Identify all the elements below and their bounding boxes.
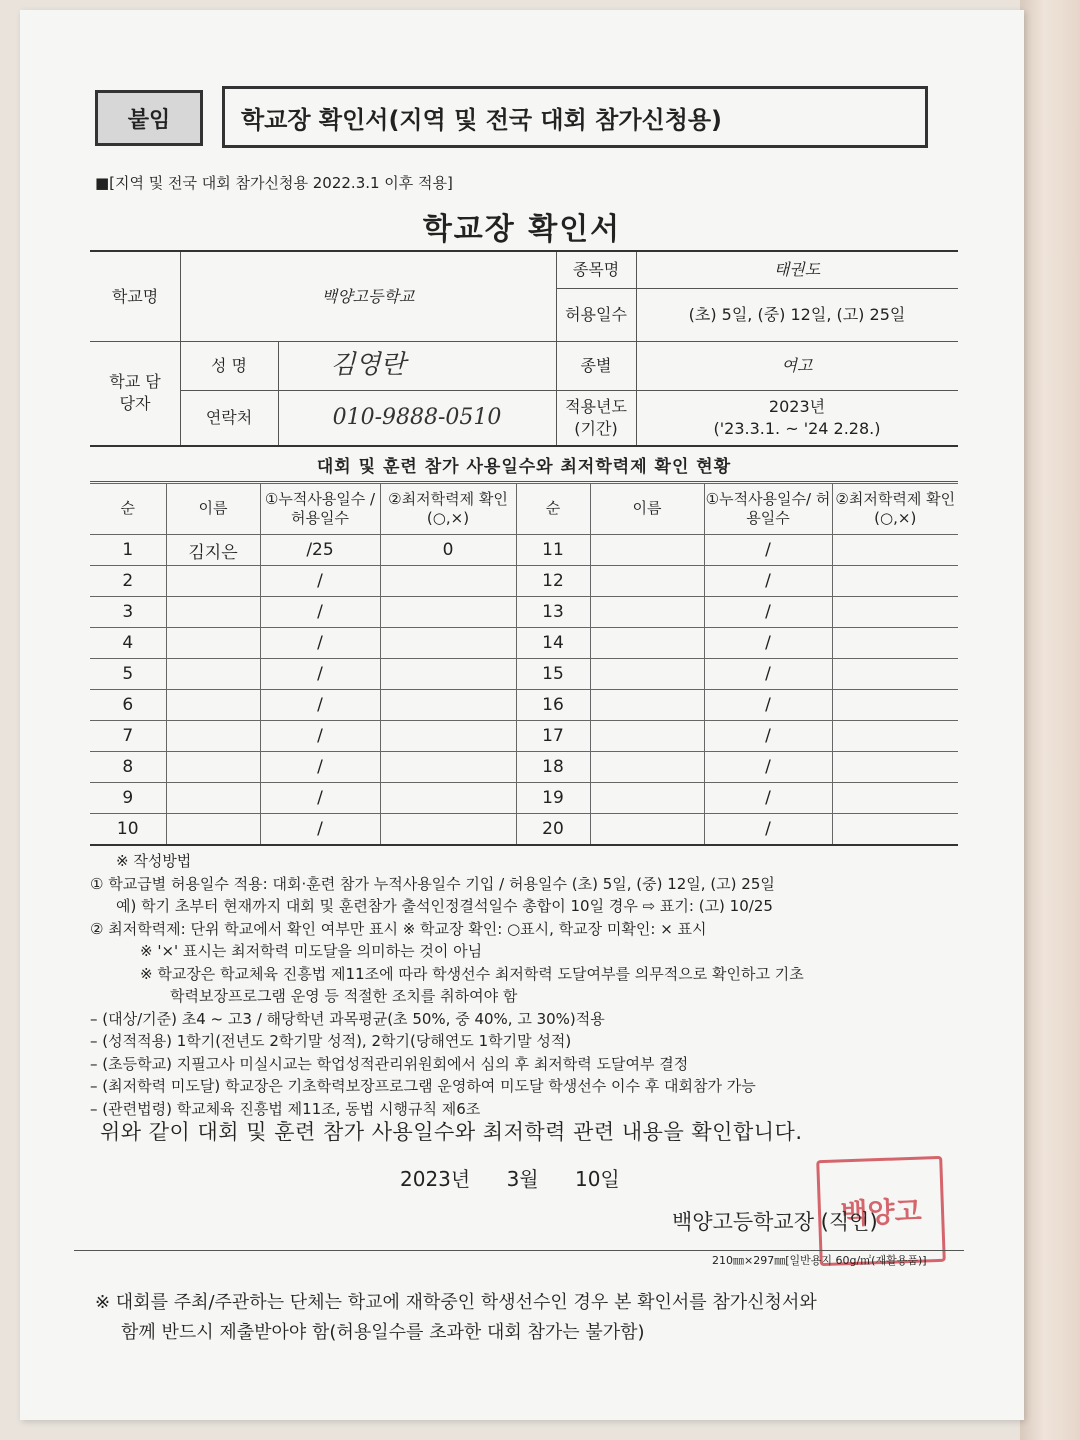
row-name-right bbox=[590, 814, 704, 846]
row-number-right: 17 bbox=[516, 721, 590, 752]
bottom-note bbox=[95, 1288, 817, 1348]
row-check-right bbox=[832, 659, 958, 690]
row-name bbox=[166, 783, 260, 814]
background-edge bbox=[1020, 0, 1080, 1440]
row-name bbox=[166, 659, 260, 690]
header-num: 순 bbox=[90, 484, 166, 535]
roster-table bbox=[90, 483, 958, 846]
applicability-note: ■[지역 및 전국 대회 참가신청용 2022.3.1 이후 적용] bbox=[95, 174, 453, 192]
row-name bbox=[166, 721, 260, 752]
row-name bbox=[166, 690, 260, 721]
row-check-right bbox=[832, 783, 958, 814]
instr-line: ① 학교급별 허용일수 적용: 대회·훈련 참가 누적사용일수 기입 / 허용일수 (초) 5일, (중) 12일, (고) 25일 bbox=[90, 874, 775, 893]
footer-divider bbox=[74, 1250, 964, 1251]
row-number-right: 19 bbox=[516, 783, 590, 814]
row-days: / bbox=[260, 659, 380, 690]
row-number: 9 bbox=[90, 783, 166, 814]
school-name-value: 백양고등학교 bbox=[321, 286, 415, 306]
person-name-label: 성 명 bbox=[211, 355, 247, 375]
row-days: / bbox=[260, 597, 380, 628]
row-number-right: 13 bbox=[516, 597, 590, 628]
sport-label: 종목명 bbox=[572, 260, 620, 280]
bottom-note-line: ※ 대회를 주최/주관하는 단체는 학교에 재학중인 학생선수인 경우 본 확인서를 참가신청서와 bbox=[95, 1292, 817, 1313]
row-name bbox=[166, 814, 260, 846]
table-row bbox=[90, 628, 958, 659]
contact-value: 010-9888-0510 bbox=[332, 404, 502, 430]
row-name-right bbox=[590, 597, 704, 628]
row-name bbox=[166, 597, 260, 628]
row-name-right bbox=[590, 659, 704, 690]
instr-line: 학력보장프로그램 운영 등 적절한 조치를 취하여야 함 bbox=[170, 987, 518, 1005]
table-row bbox=[90, 814, 958, 846]
confirmation-statement: 위와 같이 대회 및 훈련 참가 사용일수와 최저학력 관련 내용을 확인합니다. bbox=[100, 1120, 803, 1144]
confirmation-date: 2023년 3월 10일 bbox=[400, 1167, 620, 1191]
header-check: ②최저학력제 확인(○,×) bbox=[380, 484, 516, 535]
row-number: 5 bbox=[90, 659, 166, 690]
table-row bbox=[90, 597, 958, 628]
row-number-right: 20 bbox=[516, 814, 590, 846]
category-label: 종별 bbox=[580, 355, 612, 375]
instr-line: – (최저학력 미도달) 학교장은 기초학력보장프로그램 운영하여 미도달 학생선수 이수 후 대회참가 가능 bbox=[90, 1077, 756, 1095]
row-number-right: 11 bbox=[516, 535, 590, 566]
instr-line: ② 최저학력제: 단위 학교에서 확인 여부만 표시 ※ 학교장 확인: ○표시, 학교장 미확인: × 표시 bbox=[90, 919, 707, 938]
row-days-right: / bbox=[704, 535, 832, 566]
row-number: 7 bbox=[90, 721, 166, 752]
row-name bbox=[166, 566, 260, 597]
row-check bbox=[380, 690, 516, 721]
row-check bbox=[380, 597, 516, 628]
contact-label: 연락처 bbox=[205, 407, 253, 427]
row-days-right: / bbox=[704, 783, 832, 814]
row-number-right: 14 bbox=[516, 628, 590, 659]
person-name-value: 김영란 bbox=[330, 349, 406, 380]
row-check-right bbox=[832, 752, 958, 783]
row-number-right: 12 bbox=[516, 566, 590, 597]
row-check bbox=[380, 783, 516, 814]
row-name-right bbox=[590, 783, 704, 814]
row-number: 8 bbox=[90, 752, 166, 783]
manager-label: 학교 담당자 bbox=[109, 372, 161, 413]
row-days: / bbox=[260, 690, 380, 721]
instr-heading: ※ 작성방법 bbox=[116, 852, 192, 870]
roster-section-title: 대회 및 훈련 참가 사용일수와 최저학력제 확인 현황 bbox=[90, 447, 958, 482]
instr-line: 예) 학기 초부터 현재까지 대회 및 훈련참가 출석인정결석일수 총합이 10일 경우 ⇨ 표기: (고) 10/25 bbox=[116, 897, 773, 915]
bottom-note-line: 함께 반드시 제출받아야 함(허용일수를 초과한 대회 참가는 불가함) bbox=[121, 1322, 645, 1343]
instr-line: ※ '×' 표시는 최저학력 미도달을 의미하는 것이 아님 bbox=[140, 942, 483, 960]
row-number: 6 bbox=[90, 690, 166, 721]
header-title: 학교장 확인서(지역 및 전국 대회 참가신청용) bbox=[222, 86, 928, 148]
paper-spec: 210㎜×297㎜[일반용지 60g/㎡(재활용품)] bbox=[712, 1254, 927, 1267]
allowed-days-label: 허용일수 bbox=[565, 304, 627, 324]
instr-line: – (대상/기준) 초4 ~ 고3 / 해당학년 과목평균(초 50%, 중 40%, 고 30%)적용 bbox=[90, 1009, 605, 1028]
roster-header-row bbox=[90, 484, 958, 535]
row-days-right: / bbox=[704, 566, 832, 597]
year-value: 2023년 bbox=[768, 397, 826, 417]
row-days-right: / bbox=[704, 721, 832, 752]
header-check-right: ②최저학력제 확인(○,×) bbox=[832, 484, 958, 535]
row-number: 2 bbox=[90, 566, 166, 597]
instr-line: – (성적적용) 1학기(전년도 2학기말 성적), 2학기(당해연도 1학기말 성적) bbox=[90, 1032, 572, 1050]
row-name bbox=[166, 628, 260, 659]
table-row bbox=[90, 535, 958, 566]
attachment-badge: 붙임 bbox=[95, 90, 203, 146]
row-name-right bbox=[590, 628, 704, 659]
row-check-right bbox=[832, 628, 958, 659]
table-row bbox=[90, 566, 958, 597]
allowed-days-value: (초) 5일, (중) 12일, (고) 25일 bbox=[688, 304, 906, 324]
category-value: 여고 bbox=[781, 355, 813, 375]
row-number-right: 18 bbox=[516, 752, 590, 783]
row-number-right: 15 bbox=[516, 659, 590, 690]
signer: 백양고등학교장 (직인) bbox=[672, 1210, 878, 1234]
header-days: ①누적사용일수 /허용일수 bbox=[260, 484, 380, 535]
row-days-right: / bbox=[704, 628, 832, 659]
row-number: 3 bbox=[90, 597, 166, 628]
sport-value: 태권도 bbox=[773, 260, 821, 280]
row-check bbox=[380, 721, 516, 752]
instructions bbox=[90, 850, 970, 1120]
row-name-right bbox=[590, 690, 704, 721]
table-row bbox=[90, 659, 958, 690]
row-check-right bbox=[832, 690, 958, 721]
table-row bbox=[90, 690, 958, 721]
header-name-right: 이름 bbox=[590, 484, 704, 535]
row-check-right bbox=[832, 535, 958, 566]
row-number: 1 bbox=[90, 535, 166, 566]
row-name-right bbox=[590, 752, 704, 783]
row-days-right: / bbox=[704, 814, 832, 846]
row-days-right: / bbox=[704, 659, 832, 690]
row-days: / bbox=[260, 628, 380, 659]
table-row bbox=[90, 752, 958, 783]
official-seal: 백양고 bbox=[816, 1156, 946, 1266]
row-days-right: / bbox=[704, 690, 832, 721]
row-name: 김지은 bbox=[166, 535, 260, 566]
row-days: / bbox=[260, 566, 380, 597]
info-table bbox=[90, 250, 958, 447]
document-page bbox=[20, 10, 1024, 1420]
table-row bbox=[90, 783, 958, 814]
row-days-right: / bbox=[704, 752, 832, 783]
row-check-right bbox=[832, 566, 958, 597]
row-number: 10 bbox=[90, 814, 166, 846]
school-name-label: 학교명 bbox=[111, 286, 159, 306]
instr-line: – (관련법령) 학교체육 진흥법 제11조, 동법 시행규칙 제6조 bbox=[90, 1099, 481, 1118]
row-name-right bbox=[590, 535, 704, 566]
row-check bbox=[380, 814, 516, 846]
row-check bbox=[380, 752, 516, 783]
header-num-right: 순 bbox=[516, 484, 590, 535]
row-check bbox=[380, 566, 516, 597]
row-days: /25 bbox=[260, 535, 380, 566]
row-number: 4 bbox=[90, 628, 166, 659]
row-days: / bbox=[260, 783, 380, 814]
row-check bbox=[380, 628, 516, 659]
row-days-right: / bbox=[704, 597, 832, 628]
row-number-right: 16 bbox=[516, 690, 590, 721]
period-value: ('23.3.1. ~ '24 2.28.) bbox=[713, 419, 881, 438]
instr-line: ※ 학교장은 학교체육 진흥법 제11조에 따라 학생선수 최저학력 도달여부를 의무적으로 확인하고 기초 bbox=[140, 964, 804, 983]
row-name bbox=[166, 752, 260, 783]
row-check bbox=[380, 659, 516, 690]
year-label: 적용년도 (기간) bbox=[565, 396, 627, 438]
row-check-right bbox=[832, 814, 958, 846]
row-name-right bbox=[590, 721, 704, 752]
instr-line: – (초등학교) 지필고사 미실시교는 학업성적관리위원회에서 심의 후 최저학력 도달여부 결정 bbox=[90, 1054, 689, 1073]
header-days-right: ①누적사용일수/ 허용일수 bbox=[704, 484, 832, 535]
row-days: / bbox=[260, 721, 380, 752]
document-title: 학교장 확인서 bbox=[422, 212, 622, 247]
header-name: 이름 bbox=[166, 484, 260, 535]
row-check-right bbox=[832, 721, 958, 752]
row-check: 0 bbox=[380, 535, 516, 566]
row-name-right bbox=[590, 566, 704, 597]
row-days: / bbox=[260, 752, 380, 783]
row-check-right bbox=[832, 597, 958, 628]
table-row bbox=[90, 721, 958, 752]
row-days: / bbox=[260, 814, 380, 846]
